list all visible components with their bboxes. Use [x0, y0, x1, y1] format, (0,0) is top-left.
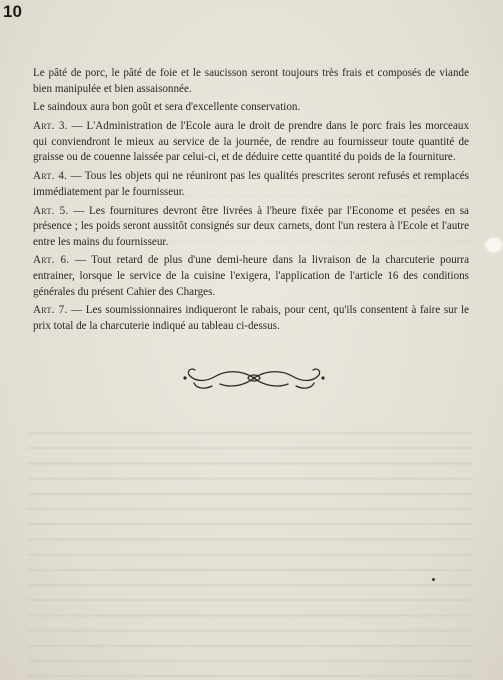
paragraph-pate — [33, 66, 469, 97]
article-label: Art. 7. — [33, 304, 68, 317]
document-body — [33, 66, 469, 335]
ink-speck — [432, 578, 435, 581]
article-text: — Tout retard de plus d'une demi-heure dans la livraison de la charcuterie pourra entrainer, lorsque le service de la cuisine l'exigera, l'application de l'article 16 des conditions générales du présent Cahier des Charges. — [33, 254, 469, 298]
article-7 — [33, 303, 469, 334]
decorative-ornament-icon — [182, 364, 326, 396]
article-6 — [33, 253, 469, 300]
paragraph-text: Le pâté de porc, le pâté de foie et le saucisson seront toujours très frais et composés de viande bien manipulée et bien assaisonnée. — [33, 67, 469, 95]
paragraph-saindoux — [33, 100, 469, 116]
article-label: Art. 3. — [33, 120, 68, 133]
article-4 — [33, 169, 469, 200]
article-text: — L'Administration de l'Ecole aura le droit de prendre dans le porc frais les morceaux qui conviendront le mieux au service de la journée, de rendre au fournisseur toute quantité de graisse ou de couenne laissée par celui-ci, et de déduire cette quantité du poids de la fourniture. — [33, 120, 469, 164]
article-label: Art. 4. — [33, 170, 68, 183]
paper-hole-mark — [486, 238, 502, 252]
bleed-through-bottom — [28, 426, 473, 680]
article-text: — Les fournitures devront être livrées à l'heure fixée par l'Econome et pesées en sa présence ; les poids seront aussitôt consignés sur deux carnets, dont l'un restera à l'Ecole et l'autre entre les mains du fournisseur. — [33, 204, 469, 248]
article-3 — [33, 119, 469, 166]
article-label: Art. 5. — [33, 204, 69, 217]
article-label: Art. 6. — [33, 254, 70, 267]
article-text: — Tous les objets qui ne réuniront pas les qualités prescrites seront refusés et remplacés immédiatement par le fournisseur. — [33, 170, 469, 198]
article-5 — [33, 204, 469, 251]
article-text: — Les soumissionnaires indiqueront le rabais, pour cent, qu'ils consentent à faire sur le prix total de la charcuterie indiqué au tableau ci-dessus. — [33, 304, 469, 333]
page-number: 10 — [3, 2, 22, 21]
paragraph-text: Le saindoux aura bon goût et sera d'excellente conservation. — [33, 101, 301, 114]
